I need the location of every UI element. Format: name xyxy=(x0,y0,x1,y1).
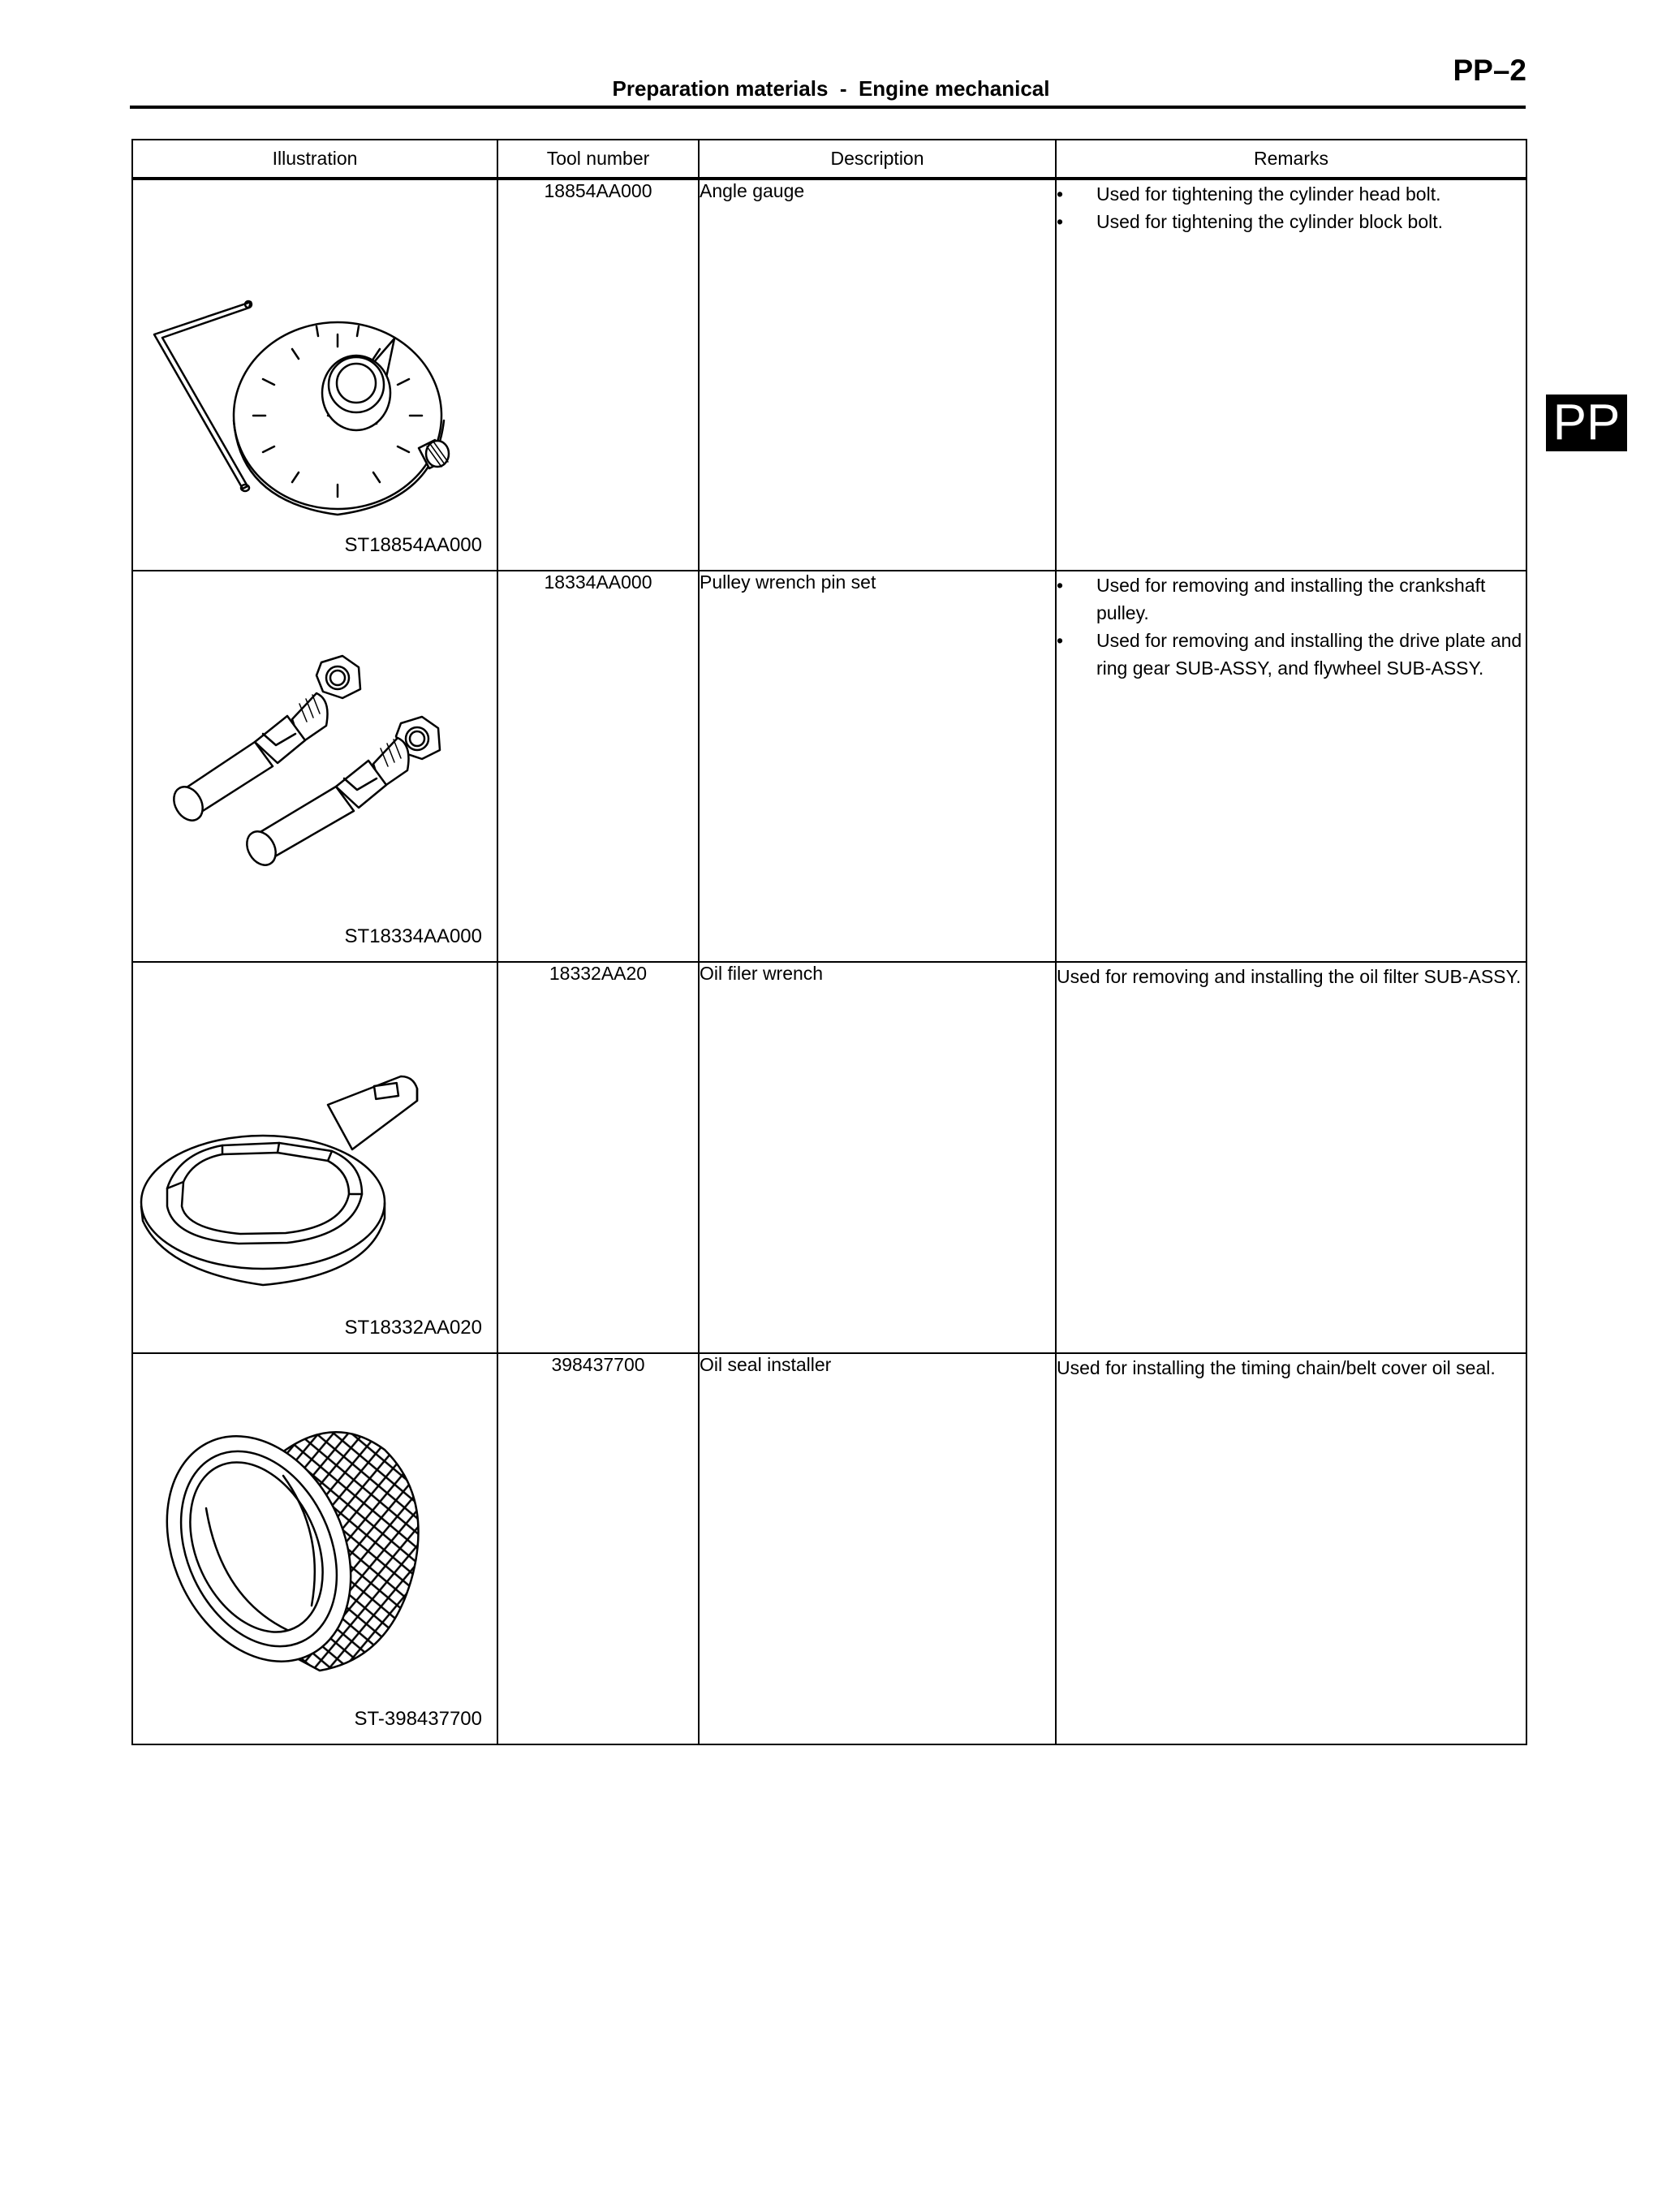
illustration-cell xyxy=(132,1353,497,1744)
page-number: PP–2 xyxy=(1453,54,1526,87)
bullet: • xyxy=(1057,211,1064,232)
illustration-cell xyxy=(132,962,497,1353)
illustration-label: ST18332AA020 xyxy=(344,1317,482,1339)
remark-item: • Used for tightening the cylinder head bolt. xyxy=(1057,180,1526,208)
column-header-illustration: Illustration xyxy=(132,140,497,179)
bullet: • xyxy=(1057,630,1064,651)
title-rule xyxy=(130,106,1526,109)
tool-number-cell: 18854AA000 xyxy=(497,179,699,571)
remarks-cell xyxy=(1056,179,1526,571)
tool-number-cell: 398437700 xyxy=(497,1353,699,1744)
remarks-cell xyxy=(1056,571,1526,962)
page-title: Preparation materials - Engine mechanical xyxy=(612,76,1050,101)
angle-gauge-illustration xyxy=(133,180,498,570)
table-row xyxy=(132,571,1526,962)
illustration-cell xyxy=(132,571,497,962)
tool-number-cell: 18334AA000 xyxy=(497,571,699,962)
description-cell: Angle gauge xyxy=(699,179,1056,571)
illustration-label: ST18854AA000 xyxy=(344,534,482,556)
remarks-cell xyxy=(1056,1353,1526,1744)
column-header-remarks: Remarks xyxy=(1056,140,1526,179)
table-row xyxy=(132,1353,1526,1744)
description-cell: Pulley wrench pin set xyxy=(699,571,1056,962)
remark-text: Used for removing and installing the oil filter SUB-ASSY. xyxy=(1057,966,1522,987)
column-header-description: Description xyxy=(699,140,1056,179)
bullet: • xyxy=(1057,183,1064,205)
oil-filter-wrench-illustration xyxy=(133,963,498,1352)
bullet: • xyxy=(1057,575,1064,596)
remark-item: • Used for tightening the cylinder block bolt. xyxy=(1057,208,1526,235)
remark-item: • Used for removing and installing the crankshaft pulley. xyxy=(1057,571,1526,627)
pulley-wrench-pins-illustration xyxy=(133,571,498,961)
remark-item: • Used for removing and installing the drive plate and ring gear SUB-ASSY, and flywheel SUB-ASSY. xyxy=(1057,627,1526,682)
table-row xyxy=(132,179,1526,571)
tool-number-cell: 18332AA20 xyxy=(497,962,699,1353)
remarks-cell xyxy=(1056,962,1526,1353)
remark-text: Used for installing the timing chain/belt cover oil seal. xyxy=(1057,1357,1496,1378)
table-row xyxy=(132,962,1526,1353)
column-header-tool-number: Tool number xyxy=(497,140,699,179)
section-tab: PP xyxy=(1546,395,1627,451)
tools-table xyxy=(131,139,1527,1745)
illustration-label: ST18334AA000 xyxy=(344,925,482,947)
illustration-cell xyxy=(132,179,497,571)
table-header-row xyxy=(132,140,1526,179)
oil-seal-installer-illustration xyxy=(133,1354,498,1744)
description-cell: Oil filer wrench xyxy=(699,962,1056,1353)
description-cell: Oil seal installer xyxy=(699,1353,1056,1744)
illustration-label: ST-398437700 xyxy=(354,1708,482,1730)
